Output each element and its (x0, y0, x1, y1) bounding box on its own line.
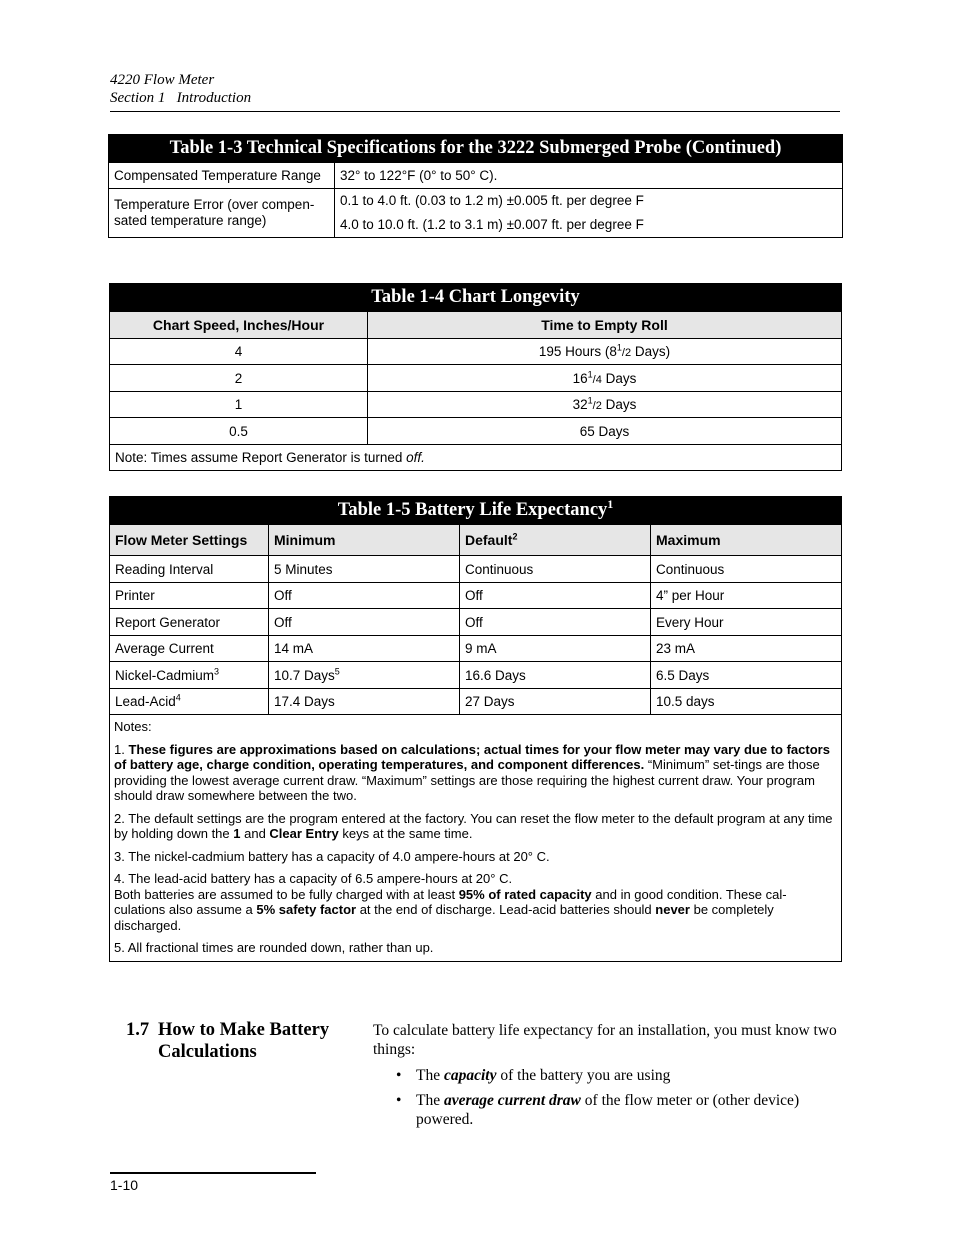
table-title: Table 1-3 Technical Specifications for the 3222 Submerged Probe (Continued) (109, 135, 843, 163)
section-body (373, 1021, 843, 1135)
section-title-line2: Calculations (158, 1042, 257, 1062)
column-header: Time to Empty Roll (368, 312, 842, 339)
intro-paragraph: To calculate battery life expectancy for an installation, you must know two things: (373, 1022, 837, 1058)
header-rule (110, 111, 840, 112)
footer-rule (110, 1172, 316, 1174)
default-value: 16.6 Days (460, 662, 651, 689)
table-row (110, 662, 842, 689)
note-4: 4. The lead-acid battery has a capacity of 6.5 ampere-hours at 20° C. Both batteries are assumed to be fully charged with at least 95% of rated capacity and in good condition. These cal-culations also assume a 5% safety factor at the end of discharge. Lead-acid batteries should never be completely discharged. (114, 871, 787, 933)
section-number: 1.7 (126, 1020, 150, 1040)
table-note: Note: Times assume Report Generator is turned off. (110, 445, 842, 471)
note-5: 5. All fractional times are rounded down, rather than up. (114, 940, 434, 955)
column-header: Flow Meter Settings (110, 525, 269, 556)
table-row (110, 609, 842, 636)
column-header: Maximum (651, 525, 842, 556)
setting-label: Nickel-Cadmium$^3$ (110, 662, 269, 689)
bullet-icon: • (396, 1092, 402, 1109)
default-value: Continuous (460, 556, 651, 583)
minimum-value: 10.7 Days$^5$ (269, 662, 460, 689)
bullet-list (373, 1066, 843, 1129)
note-1: 1. These figures are approximations based on calculations; actual times for your flow meter may vary due to factors of battery age, charge condition, operating temperatures, and component differences. “Minimum” set-tings are those providing the lowest average current draw. “Maximum” settings are those requiring the highest current draw. Your program should draw somewhere between the two. (114, 741, 830, 803)
maximum-value: 4” per Hour (651, 583, 842, 609)
table-battery-life (109, 496, 842, 962)
column-header: Chart Speed, Inches/Hour (110, 312, 368, 339)
section-heading (126, 1019, 329, 1063)
minimum-value: Off (269, 583, 460, 609)
spec-label: Compensated Temperature Range (109, 163, 335, 189)
spec-label: Temperature Error (over compen-sated temperature range) (109, 189, 335, 238)
maximum-value: 10.5 days (651, 689, 842, 715)
setting-label: Report Generator (110, 609, 269, 636)
table-row (110, 339, 842, 365)
spec-value-line: 0.1 to 4.0 ft. (0.03 to 1.2 m) ±0.005 ft. per degree F (340, 193, 644, 208)
table-row (110, 636, 842, 662)
maximum-value: Every Hour (651, 609, 842, 636)
chart-speed: 0.5 (110, 418, 368, 445)
list-item: • The capacity of the battery you are using (396, 1067, 671, 1084)
spec-value-line: 4.0 to 10.0 ft. (1.2 to 3.1 m) ±0.007 ft. per degree F (340, 217, 644, 232)
section-label: Section 1 Introduction (110, 90, 252, 106)
time-to-empty: 195 Hours ($8^1/2$ Days) (368, 339, 842, 365)
table-row (110, 583, 842, 609)
table-technical-specifications (108, 134, 843, 238)
running-head (110, 71, 251, 107)
doc-title: 4220 Flow Meter (110, 72, 215, 88)
spec-value: 32° to 122°F (0° to 50° C). (335, 163, 843, 189)
maximum-value: Continuous (651, 556, 842, 583)
minimum-value: 5 Minutes (269, 556, 460, 583)
table-row (110, 556, 842, 583)
minimum-value: 17.4 Days (269, 689, 460, 715)
minimum-value: 14 mA (269, 636, 460, 662)
default-value: Off (460, 583, 651, 609)
default-value: 9 mA (460, 636, 651, 662)
spec-value (335, 189, 843, 238)
setting-label: Average Current (110, 636, 269, 662)
note-3: 3. The nickel-cadmium battery has a capacity of 4.0 ampere-hours at 20° C. (114, 848, 550, 864)
note-2: 2. The default settings are the program entered at the factory. You can reset the flow meter to the default program at any time by holding down the 1 and Clear Entry keys at the same time. (114, 810, 833, 841)
maximum-value: 23 mA (651, 636, 842, 662)
table-notes (110, 715, 842, 962)
column-header: Minimum (269, 525, 460, 556)
default-value: Off (460, 609, 651, 636)
time-to-empty: $32^1/2$ Days (368, 392, 842, 418)
setting-label: Reading Interval (110, 556, 269, 583)
time-to-empty: $16^1/4$ Days (368, 365, 842, 392)
setting-label: Lead-Acid$^4$ (110, 689, 269, 715)
setting-label: Printer (110, 583, 269, 609)
table-title: Table 1-4 Chart Longevity (110, 284, 842, 312)
default-value: 27 Days (460, 689, 651, 715)
chart-speed: 1 (110, 392, 368, 418)
maximum-value: 6.5 Days (651, 662, 842, 689)
page-number: 1-10 (110, 1177, 139, 1193)
list-item: • The average current draw of the flow meter or (other device) powered. (396, 1092, 800, 1128)
chart-speed: 4 (110, 339, 368, 365)
table-row (110, 392, 842, 418)
table-title: Table 1-5 Battery Life Expectancy$^1$ (110, 497, 842, 525)
column-header: Default$^2$ (460, 525, 651, 556)
table-row (110, 365, 842, 392)
notes-heading: Notes: (114, 719, 152, 734)
bullet-icon: • (396, 1067, 402, 1084)
table-chart-longevity (109, 283, 842, 471)
time-to-empty: 65 Days (368, 418, 842, 445)
section-title-line1: How to Make Battery (158, 1020, 330, 1040)
table-row (110, 689, 842, 715)
table-row (110, 418, 842, 445)
minimum-value: Off (269, 609, 460, 636)
chart-speed: 2 (110, 365, 368, 392)
